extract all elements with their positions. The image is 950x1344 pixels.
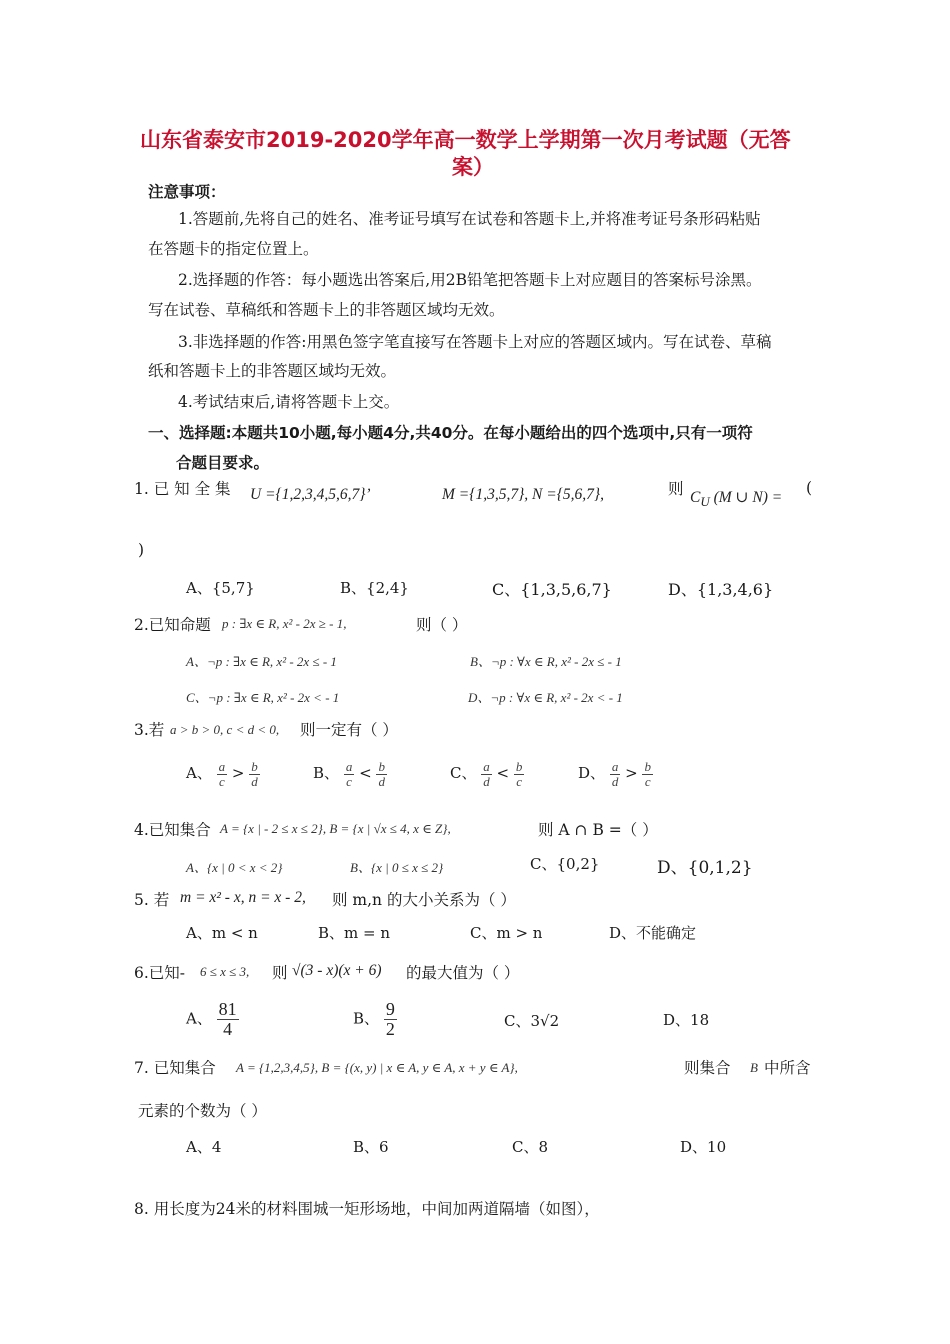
q6-option-c: C、3√2 [504, 1012, 560, 1030]
q7-option-a: A、4 [186, 1138, 222, 1156]
q2-option-b: B、¬p : ∀x ∈ R, x² - 2x ≤ - 1 [470, 654, 622, 669]
q3-option-d [578, 760, 653, 788]
q7-option-d: D、10 [680, 1138, 727, 1156]
q4-tail: 则 A ∩ B =（ ） [538, 821, 658, 839]
q3-d-n1: a [611, 759, 619, 774]
q3-stem: 3.若 [134, 721, 165, 739]
page-title-line2: 案） [452, 155, 494, 179]
q3-b-n2: b [378, 759, 385, 774]
q3-b-op: < [359, 764, 372, 783]
q1-universe: U ={1,2,3,4,5,6,7}’ [250, 486, 371, 503]
q4-option-a: A、{x | 0 < x < 2} [186, 860, 283, 875]
q7-option-b: B、6 [353, 1138, 389, 1156]
q2-tail: 则（ ） [416, 616, 468, 634]
q3-a-n1: a [218, 759, 226, 774]
q4-option-b: B、{x | 0 ≤ x ≤ 2} [350, 860, 444, 875]
q3-b-d1: c [346, 773, 352, 789]
q3-d-frac2 [642, 760, 653, 788]
q3-d-frac1 [610, 760, 621, 788]
q3-condition: a > b > 0, c < d < 0, [170, 722, 280, 737]
q1-c-sub: U [700, 494, 710, 510]
q5-option-d: D、不能确定 [609, 924, 697, 942]
q1-option-c: C、{1,3,5,6,7} [492, 580, 612, 599]
q6-b-num: 9 [385, 999, 395, 1019]
q7-tail2: 中所含 [764, 1059, 811, 1077]
q6-a-den: 4 [223, 1018, 233, 1039]
q6-tail: 的最大值为（ ） [406, 964, 520, 982]
q3-tail: 则一定有（ ） [300, 721, 398, 739]
q3-b-frac1 [344, 760, 355, 788]
q3-d-d2: c [644, 773, 651, 789]
q4-option-d: D、{0,1,2} [657, 858, 753, 878]
q1-paren-open: ( [806, 479, 813, 497]
q6-stem: 6.已知- [134, 964, 186, 982]
q1-complement [690, 488, 782, 510]
q4-sets: A = {x | - 2 ≤ x ≤ 2}, B = {x | √x ≤ 4, x ∈ Z}, [220, 821, 451, 836]
q5-option-a: A、m < n [186, 924, 258, 942]
q5-stem: 5. 若 [134, 891, 170, 909]
q3-c-d2: c [516, 773, 523, 789]
q2-option-a: A、¬p : ∃x ∈ R, x² - 2x ≤ - 1 [186, 654, 337, 669]
notice-item-2-line1: 2.选择题的作答：每小题选出答案后,用2B铅笔把答题卡上对应题目的答案标号涂黑。 [178, 271, 762, 289]
q3-b-d2: d [378, 773, 385, 789]
q1-option-b: B、{2,4} [340, 579, 409, 597]
q7-b: B [750, 1060, 758, 1075]
q3-option-c [450, 760, 524, 788]
q1-paren-close: ) [138, 541, 145, 559]
q3-a-label: A、 [186, 764, 212, 783]
section1-line2: 合题目要求。 [176, 454, 270, 472]
q2-stem: 2.已知命题 [134, 616, 211, 634]
q6-b-den: 2 [385, 1018, 395, 1039]
q5-option-b: B、m = n [318, 924, 391, 942]
q3-a-d1: c [218, 773, 225, 789]
q3-b-frac2 [376, 760, 387, 788]
q6-option-b [353, 1000, 397, 1039]
q5-expr: m = x² - x, n = x - 2, [180, 889, 306, 906]
q1-ze: 则 [668, 480, 684, 498]
q7-option-c: C、8 [512, 1138, 549, 1156]
q3-d-d1: d [611, 773, 619, 789]
q3-c-n1: a [483, 759, 490, 774]
q3-a-n2: b [251, 759, 258, 774]
q5-tail: 则 m,n 的大小关系为（ ） [332, 891, 516, 909]
q3-b-label: B、 [313, 764, 340, 783]
q7-tail: 则集合 [684, 1059, 731, 1077]
q3-c-op: < [496, 764, 510, 783]
q1-option-d: D、{1,3,4,6} [668, 580, 774, 599]
q7-line2: 元素的个数为（ ） [138, 1102, 267, 1120]
q3-a-d2: d [251, 773, 258, 789]
notice-item-1-line1: 1.答题前,先将自己的姓名、准考证号填写在试卷和答题卡上,并将准考证号条形码粘贴 [178, 210, 761, 228]
notice-item-3-line1: 3.非选择题的作答:用黑色签字笔直接写在答题卡上对应的答题区域内。写在试卷、草稿 [178, 333, 772, 351]
q2-proposition: p : ∃x ∈ R, x² - 2x ≥ - 1, [222, 616, 347, 631]
q6-condition: 6 ≤ x ≤ 3, [200, 964, 250, 979]
q1-stem: 1. 已 知 全 集 [134, 480, 231, 498]
q3-c-n2: b [515, 759, 523, 774]
q3-c-d1: d [483, 773, 490, 789]
q1-sets: M ={1,3,5,7}, N ={5,6,7}, [442, 486, 604, 503]
notice-item-3-line2: 纸和答题卡上的非答题区域均无效。 [148, 362, 397, 380]
q4-option-c: C、{0,2} [530, 855, 600, 873]
q1-c: C [690, 489, 701, 506]
q3-option-a [186, 760, 260, 788]
q2-option-d: D、¬p : ∀x ∈ R, x² - 2x < - 1 [468, 690, 623, 705]
q3-a-op: > [231, 764, 245, 783]
q8-stem: 8. 用长度为24米的材料围城一矩形场地，中间加两道隔墙（如图）， [134, 1200, 600, 1218]
q3-b-n1: a [345, 759, 353, 774]
q4-stem: 4.已知集合 [134, 821, 211, 839]
notice-item-4: 4.考试结束后,请将答题卡上交。 [178, 393, 400, 411]
q6-a-frac [217, 1000, 239, 1039]
q6-expr: √(3 - x)(x + 6) [292, 962, 382, 979]
q1-option-a: A、{5,7} [186, 579, 255, 597]
q3-a-frac2 [249, 760, 260, 788]
q3-d-op: > [625, 764, 638, 783]
q3-c-label: C、 [450, 764, 477, 783]
notice-item-2-line2: 写在试卷、草稿纸和答题卡上的非答题区域均无效。 [148, 301, 505, 319]
notice-heading: 注意事项： [148, 183, 226, 201]
q1-expr: (M ∪ N) = [713, 489, 783, 506]
q7-sets: A = {1,2,3,4,5}, B = {(x, y) | x ∈ A, y ∈ A, x + y ∈ A}, [236, 1060, 518, 1075]
section1-line1: 一、选择题:本题共10小题,每小题4分,共40分。在每小题给出的四个选项中,只有一项符 [148, 424, 753, 442]
q3-d-label: D、 [578, 764, 606, 783]
q6-a-label: A、 [186, 1009, 212, 1028]
q3-c-frac2 [514, 760, 525, 788]
q7-stem: 7. 已知集合 [134, 1059, 216, 1077]
q6-option-a [186, 1000, 239, 1039]
notice-item-1-line2: 在答题卡的指定位置上。 [148, 240, 319, 258]
q6-b-label: B、 [353, 1009, 380, 1028]
q3-option-b [313, 760, 387, 788]
q5-option-c: C、m > n [470, 924, 543, 942]
q2-option-c: C、¬p : ∃x ∈ R, x² - 2x < - 1 [186, 690, 340, 705]
q6-option-d: D、18 [663, 1011, 710, 1029]
q3-d-n2: b [644, 759, 651, 774]
q6-b-frac [384, 1000, 397, 1039]
q6-mid: 则 [272, 964, 288, 982]
q3-a-frac1 [217, 760, 228, 788]
q3-c-frac1 [481, 760, 492, 788]
page-title-line1: 山东省泰安市2019-2020学年高一数学上学期第一次月考试题（无答 [140, 128, 791, 152]
q6-a-num: 81 [218, 999, 237, 1019]
